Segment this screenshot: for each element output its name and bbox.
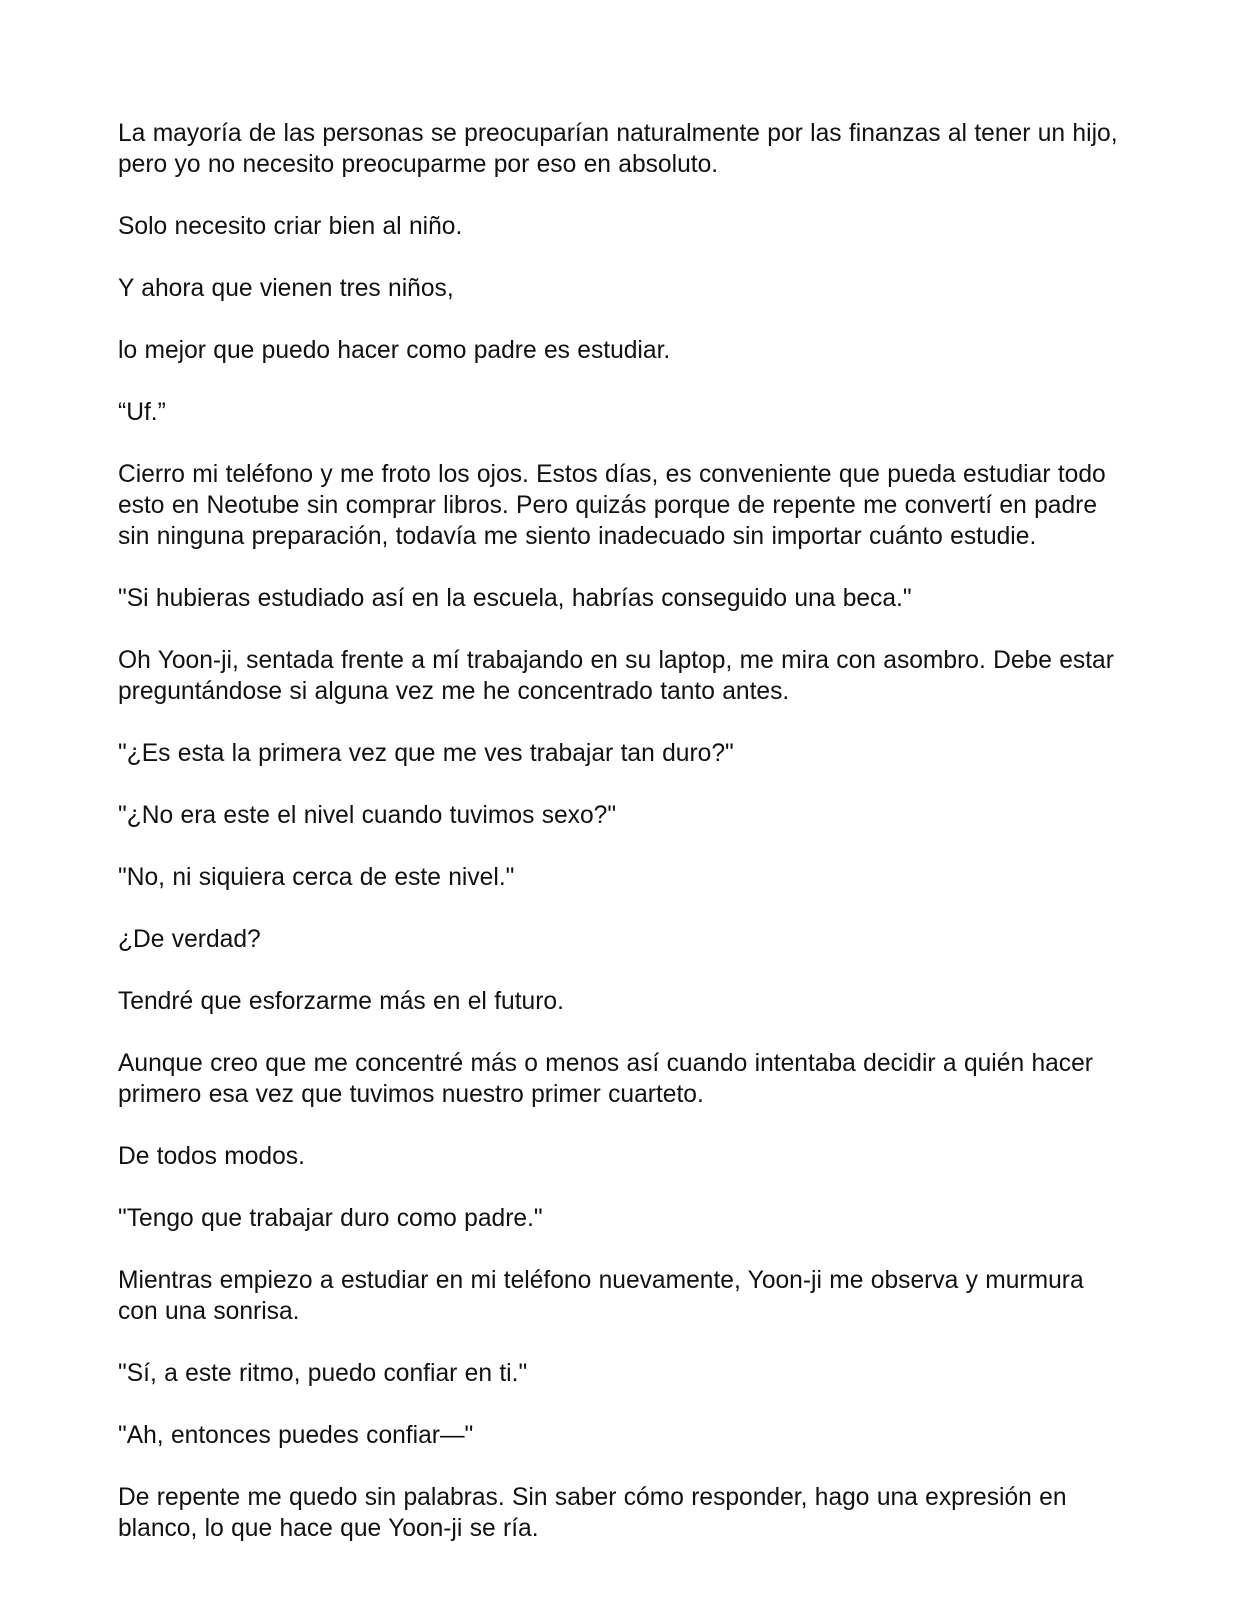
paragraph: Mientras empiezo a estudiar en mi teléfono nuevamente, Yoon-ji me observa y murmura con una sonrisa. <box>118 1267 1084 1325</box>
paragraph: "¿Es esta la primera vez que me ves trabajar tan duro?" <box>118 740 734 767</box>
paragraph: Aunque creo que me concentré más o menos así cuando intentaba decidir a quién hacer primero esa vez que tuvimos nuestro primer cuarteto. <box>118 1050 1093 1108</box>
paragraph: "Tengo que trabajar duro como padre." <box>118 1205 543 1232</box>
paragraph: Tendré que esforzarme más en el futuro. <box>118 988 564 1015</box>
paragraph: ¿De verdad? <box>118 926 261 953</box>
paragraph: "Si hubieras estudiado así en la escuela, habrías conseguido una beca." <box>118 585 912 612</box>
paragraph: La mayoría de las personas se preocuparían naturalmente por las finanzas al tener un hijo, pero yo no necesito preocuparme por eso en absoluto. <box>118 120 1118 178</box>
paragraph: De todos modos. <box>118 1143 305 1170</box>
document-body <box>118 118 1128 1575</box>
paragraph: Y ahora que vienen tres niños, <box>118 275 454 302</box>
paragraph: "Sí, a este ritmo, puedo confiar en ti." <box>118 1360 528 1387</box>
paragraph: lo mejor que puedo hacer como padre es estudiar. <box>118 337 671 364</box>
paragraph: "Ah, entonces puedes confiar—" <box>118 1422 474 1449</box>
paragraph: Oh Yoon-ji, sentada frente a mí trabajando en su laptop, me mira con asombro. Debe estar preguntándose si alguna vez me he concentrado tanto antes. <box>118 647 1114 705</box>
paragraph: “Uf.” <box>118 399 166 426</box>
paragraph: "No, ni siquiera cerca de este nivel." <box>118 864 515 891</box>
paragraph: "¿No era este el nivel cuando tuvimos sexo?" <box>118 802 617 829</box>
paragraph: Cierro mi teléfono y me froto los ojos. Estos días, es conveniente que pueda estudiar todo esto en Neotube sin comprar libros. Pero quizás porque de repente me convertí en padre sin ninguna preparación, todavía me siento inadecuado sin importar cuánto estudie. <box>118 461 1106 550</box>
paragraph: Solo necesito criar bien al niño. <box>118 213 463 240</box>
paragraph: De repente me quedo sin palabras. Sin saber cómo responder, hago una expresión en blanco, lo que hace que Yoon-ji se ría. <box>118 1484 1067 1542</box>
